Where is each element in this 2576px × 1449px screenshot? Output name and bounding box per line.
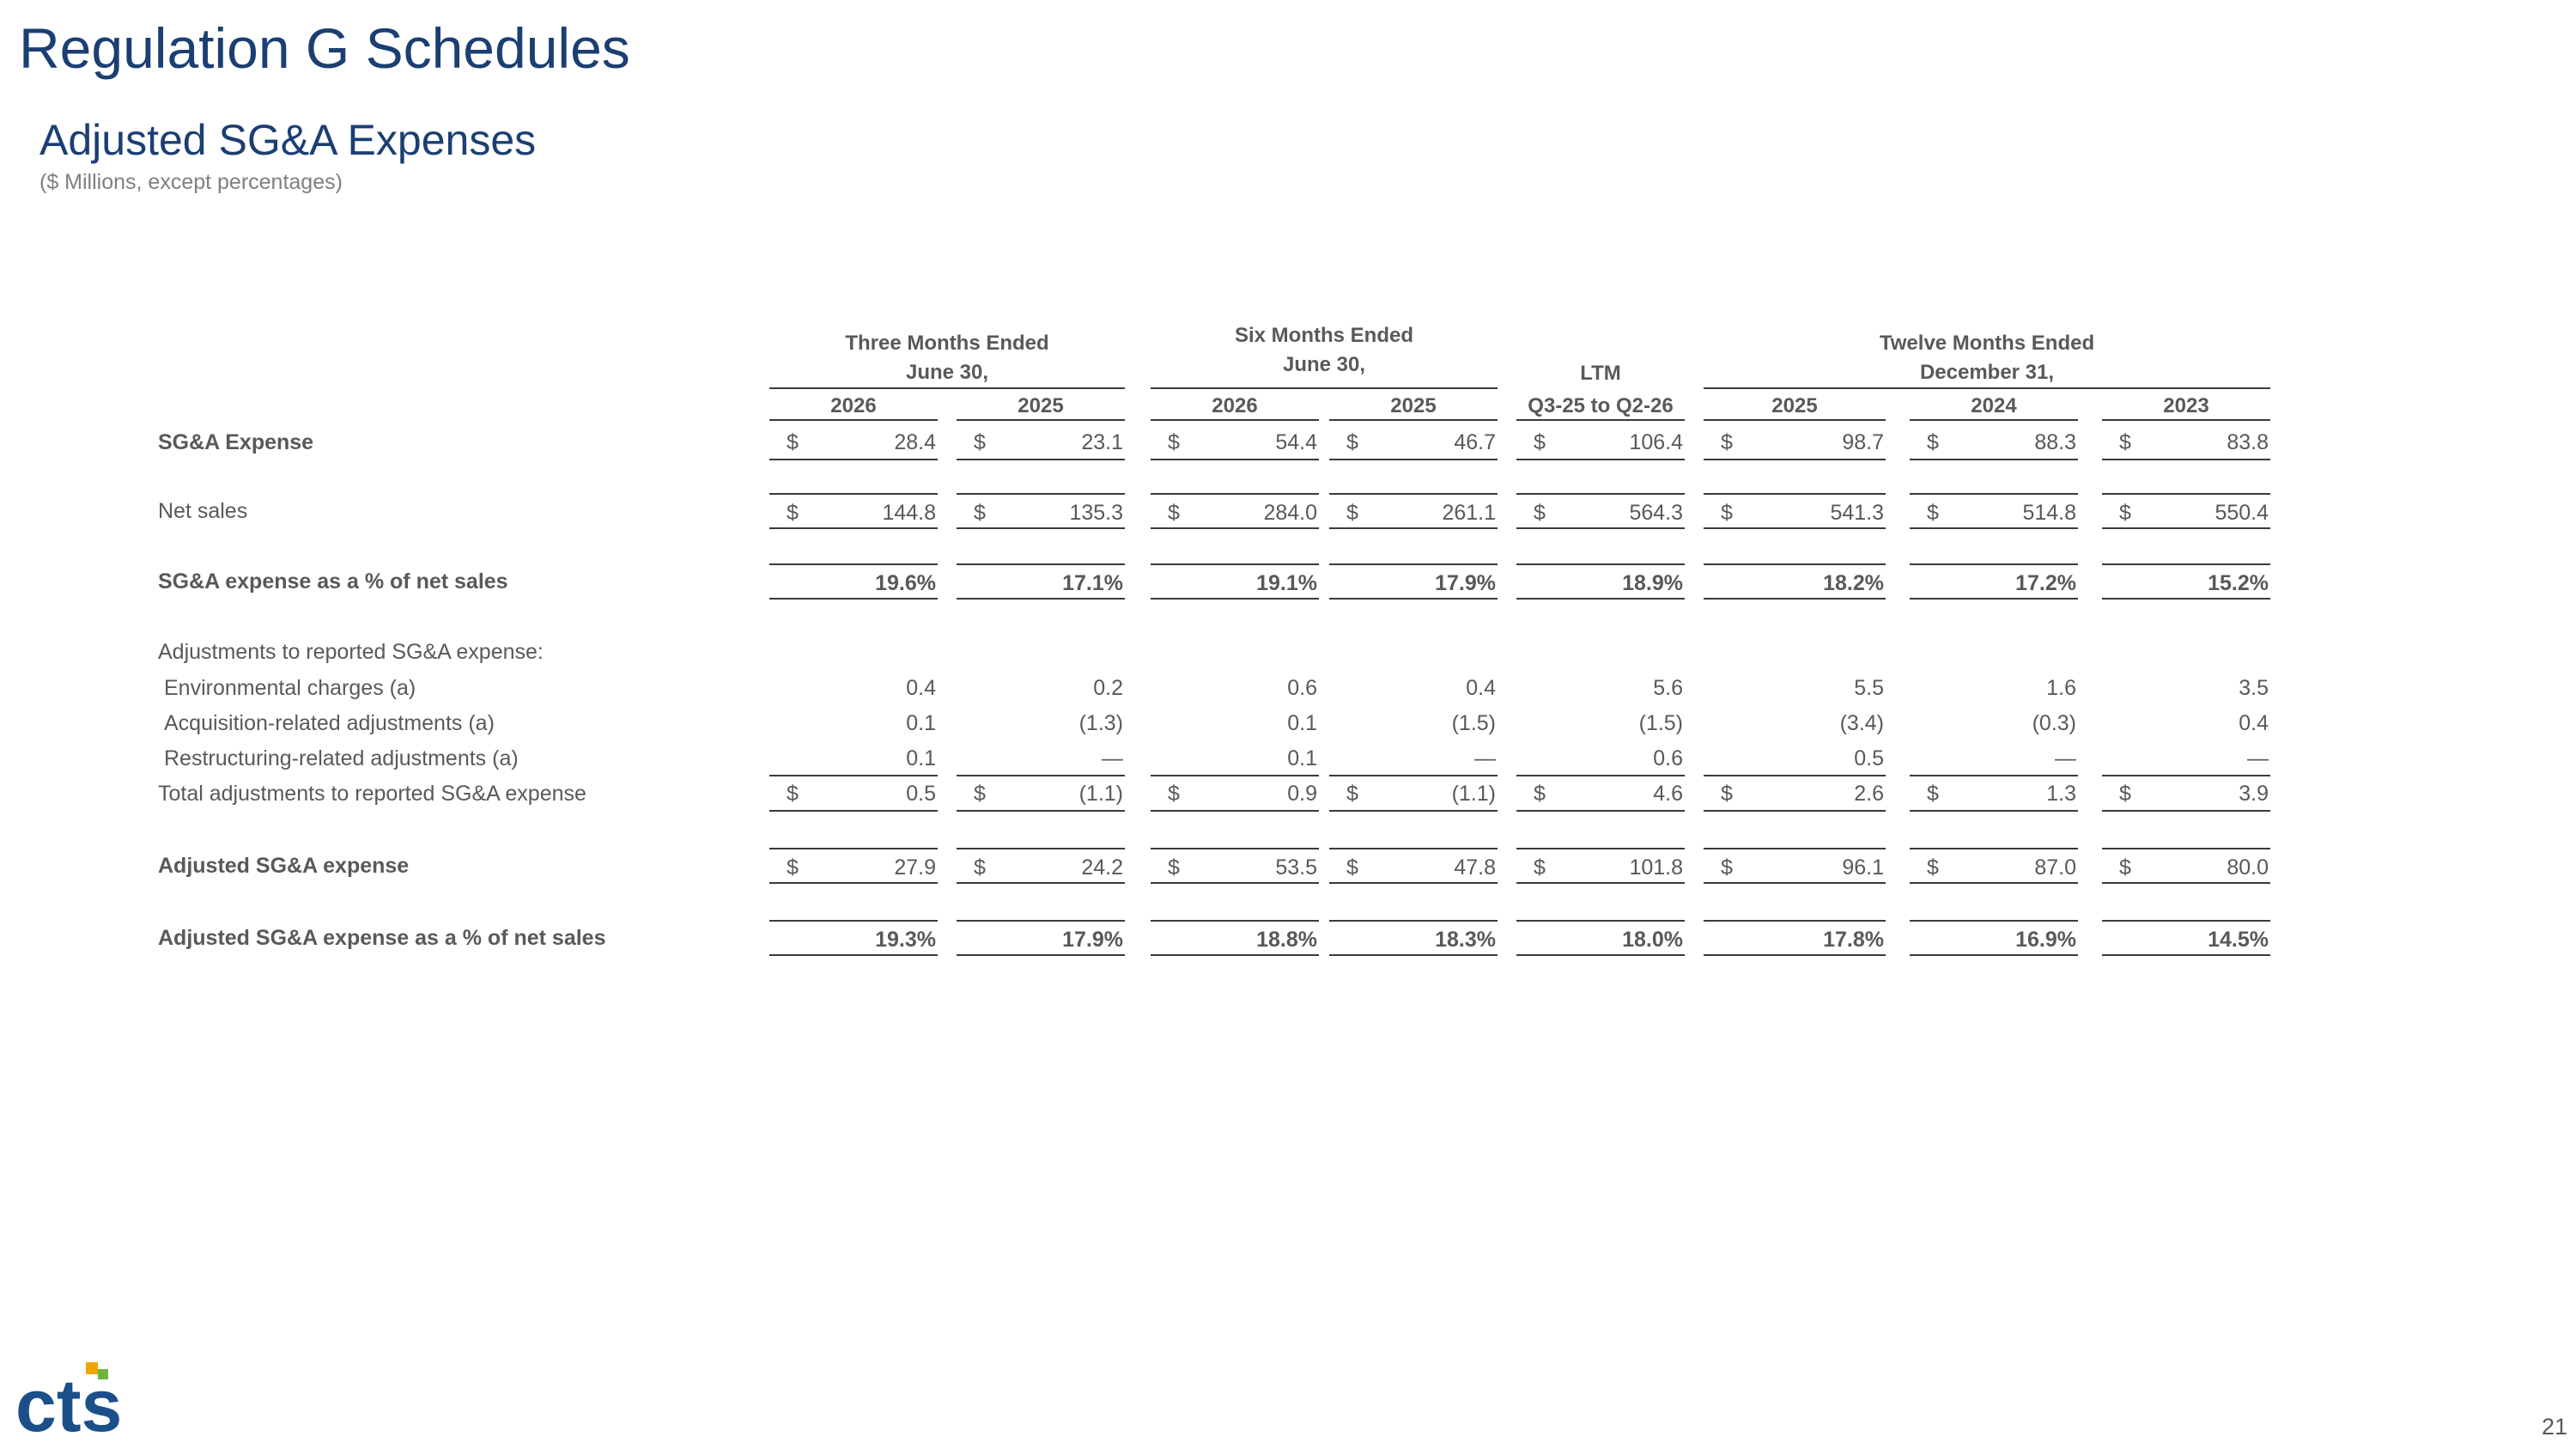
table-cell: [1704, 670, 1886, 706]
group-rule: [1151, 387, 1498, 389]
slide-title: Regulation G Schedules: [19, 16, 630, 80]
section-title: Adjusted SG&A Expenses: [39, 116, 537, 164]
cell-value: 54.4: [1275, 430, 1317, 454]
table-cell: [1151, 563, 1319, 600]
table-cell: [1516, 424, 1685, 460]
column-header: 2024: [1910, 392, 2078, 421]
row-label: Adjustments to reported SG&A expense:: [158, 640, 544, 664]
currency-symbol: $: [2119, 782, 2131, 806]
table-cell: [769, 424, 938, 460]
table-cell: [1704, 848, 1886, 884]
cell-value: 1.6: [2046, 676, 2076, 700]
table-cell: [769, 740, 938, 776]
currency-symbol: $: [2119, 855, 2131, 880]
table-cell: [1516, 670, 1685, 706]
currency-symbol: $: [974, 855, 986, 880]
table-row: [0, 634, 2576, 670]
cell-value: 564.3: [1629, 501, 1683, 525]
cell-value: 0.4: [2239, 711, 2269, 735]
table-row: [0, 670, 2576, 706]
cell-value: (1.1): [1078, 782, 1123, 806]
cts-logo: [15, 1362, 153, 1436]
cell-value: 0.5: [906, 782, 936, 806]
cell-value: 4.6: [1653, 782, 1683, 806]
table-cell: [1516, 740, 1685, 776]
table-cell: [1704, 424, 1886, 460]
cell-value: 24.2: [1081, 855, 1123, 880]
cell-value: 284.0: [1263, 501, 1317, 525]
currency-symbol: $: [1534, 855, 1546, 880]
table-cell: [2102, 424, 2270, 460]
logo-text: cts: [15, 1365, 123, 1436]
currency-symbol: $: [1927, 501, 1939, 525]
currency-symbol: $: [1346, 782, 1358, 806]
row-label: Total adjustments to reported SG&A expense: [158, 782, 586, 806]
cell-value: 18.0%: [1622, 928, 1683, 952]
table-cell: [1151, 920, 1319, 956]
table-cell: [1704, 563, 1886, 600]
cell-value: 106.4: [1629, 430, 1683, 454]
cell-value: 83.8: [2227, 430, 2269, 454]
table-cell: [1151, 424, 1319, 460]
cell-value: 19.3%: [875, 928, 936, 952]
cell-value: 18.9%: [1622, 571, 1683, 595]
currency-symbol: $: [1927, 782, 1939, 806]
cell-value: 27.9: [894, 855, 936, 880]
table-cell: [769, 848, 938, 884]
currency-symbol: $: [1168, 782, 1180, 806]
column-header: 2025: [1704, 392, 1886, 421]
row-label: SG&A expense as a % of net sales: [158, 569, 508, 594]
cell-value: 261.1: [1442, 501, 1496, 525]
column-header: 2026: [1151, 392, 1319, 421]
cell-value: 19.6%: [875, 571, 936, 595]
cell-value: 541.3: [1830, 501, 1884, 525]
table-cell: [1516, 493, 1685, 529]
cell-value: 14.5%: [2208, 928, 2269, 952]
cell-value: 17.9%: [1435, 571, 1496, 595]
cell-value: 18.8%: [1256, 928, 1317, 952]
currency-symbol: $: [1721, 501, 1733, 525]
cell-value: 0.6: [1653, 746, 1683, 770]
table-cell: [1151, 776, 1319, 812]
cell-value: 0.1: [906, 711, 936, 735]
table-cell: [769, 776, 938, 812]
table-cell: [1910, 705, 2078, 741]
cell-value: 1.3: [2046, 782, 2076, 806]
cell-value: —: [2055, 746, 2076, 770]
table-cell: [1329, 920, 1498, 956]
row-label: Adjusted SG&A expense as a % of net sales: [158, 926, 606, 950]
table-row: [0, 920, 2576, 956]
cell-value: 98.7: [1842, 430, 1884, 454]
table-cell: [1910, 740, 2078, 776]
cell-value: 0.1: [1287, 711, 1317, 735]
currency-symbol: $: [1346, 430, 1358, 454]
currency-symbol: $: [1927, 855, 1939, 880]
column-header: 2023: [2102, 392, 2270, 421]
cell-value: 17.1%: [1062, 571, 1123, 595]
row-label: Acquisition-related adjustments (a): [164, 711, 495, 735]
cell-value: 144.8: [882, 501, 936, 525]
cell-value: 5.6: [1653, 676, 1683, 700]
currency-symbol: $: [1168, 430, 1180, 454]
group-header-six-months: Six Months Ended June 30,: [1234, 324, 1413, 376]
group-rule: [769, 387, 1125, 389]
table-cell: [2102, 920, 2270, 956]
row-label: Adjusted SG&A expense: [158, 854, 410, 878]
table-cell: [1704, 705, 1886, 741]
row-label: Net sales: [158, 499, 248, 523]
column-header: 2025: [1329, 392, 1498, 421]
cell-value: (0.3): [2032, 711, 2076, 735]
table-cell: [1151, 670, 1319, 706]
table-cell: [1516, 776, 1685, 812]
table-cell: [1151, 740, 1319, 776]
table-cell: [1329, 424, 1498, 460]
cell-value: 0.4: [906, 676, 936, 700]
cell-value: —: [1102, 746, 1123, 770]
cell-value: 47.8: [1454, 855, 1496, 880]
table-cell: [2102, 563, 2270, 600]
cell-value: 80.0: [2227, 855, 2269, 880]
row-label: SG&A Expense: [158, 430, 314, 454]
cell-value: 5.5: [1854, 676, 1884, 700]
table-cell: [1910, 848, 2078, 884]
cell-value: 0.6: [1287, 676, 1317, 700]
table-cell: [1516, 705, 1685, 741]
cell-value: 16.9%: [2015, 928, 2076, 952]
table-cell: [1516, 563, 1685, 600]
currency-symbol: $: [787, 430, 799, 454]
page-number: 21: [2541, 1414, 2567, 1440]
cell-value: 96.1: [1842, 855, 1884, 880]
cell-value: 0.2: [1093, 676, 1123, 700]
table-cell: [2102, 740, 2270, 776]
group-rule: [1704, 387, 2270, 389]
currency-symbol: $: [1534, 430, 1546, 454]
table-row: [0, 424, 2576, 460]
table-cell: [2102, 848, 2270, 884]
table-row: [0, 493, 2576, 529]
table-cell: [1151, 493, 1319, 529]
currency-symbol: $: [974, 501, 986, 525]
cell-value: 135.3: [1069, 501, 1123, 525]
cell-value: 88.3: [2034, 430, 2076, 454]
table-row: [0, 776, 2576, 812]
cell-value: 23.1: [1081, 430, 1123, 454]
group-header-three-months: Three Months Ended June 30,: [845, 332, 1049, 384]
cell-value: 15.2%: [2208, 571, 2269, 595]
table-row: [0, 705, 2576, 741]
table-cell: [957, 563, 1125, 600]
table-cell: [769, 563, 938, 600]
currency-symbol: $: [2119, 430, 2131, 454]
section-subtitle: ($ Millions, except percentages): [39, 170, 343, 194]
currency-symbol: $: [974, 430, 986, 454]
table-cell: [1329, 493, 1498, 529]
cell-value: 2.6: [1854, 782, 1884, 806]
cell-value: 17.2%: [2015, 571, 2076, 595]
table-cell: [1704, 776, 1886, 812]
table-cell: [1329, 670, 1498, 706]
table-cell: [1910, 670, 2078, 706]
group-header-ltm: LTM: [1580, 362, 1621, 385]
table-cell: [1910, 776, 2078, 812]
currency-symbol: $: [1721, 855, 1733, 880]
currency-symbol: $: [1168, 501, 1180, 525]
cell-value: 550.4: [2215, 501, 2269, 525]
table-cell: [957, 493, 1125, 529]
currency-symbol: $: [2119, 501, 2131, 525]
cell-value: 46.7: [1454, 430, 1496, 454]
table-cell: [769, 705, 938, 741]
cell-value: 514.8: [2022, 501, 2076, 525]
column-header: 2026: [769, 392, 938, 421]
cell-value: 0.1: [906, 746, 936, 770]
cell-value: 3.5: [2239, 676, 2269, 700]
cell-value: 3.9: [2239, 782, 2269, 806]
table-cell: [957, 776, 1125, 812]
cell-value: —: [2247, 746, 2269, 770]
table-cell: [1704, 740, 1886, 776]
currency-symbol: $: [1534, 501, 1546, 525]
table-cell: [2102, 776, 2270, 812]
column-header: Q3-25 to Q2-26: [1516, 392, 1685, 421]
table-row: [0, 563, 2576, 600]
cell-value: 0.1: [1287, 746, 1317, 770]
cell-value: 17.9%: [1062, 928, 1123, 952]
cell-value: 101.8: [1629, 855, 1683, 880]
table-row: [0, 848, 2576, 884]
table-cell: [1329, 740, 1498, 776]
table-cell: [957, 848, 1125, 884]
row-label: Restructuring-related adjustments (a): [164, 746, 519, 770]
cell-value: (1.3): [1078, 711, 1123, 735]
column-header: 2025: [957, 392, 1125, 421]
currency-symbol: $: [787, 782, 799, 806]
table-cell: [1910, 493, 2078, 529]
cell-value: 87.0: [2034, 855, 2076, 880]
table-cell: [1516, 920, 1685, 956]
table-row: [0, 740, 2576, 776]
table-cell: [957, 705, 1125, 741]
table-cell: [1910, 920, 2078, 956]
table-cell: [1151, 705, 1319, 741]
table-cell: [957, 424, 1125, 460]
cell-value: (1.5): [1451, 711, 1496, 735]
table-cell: [1151, 848, 1319, 884]
table-cell: [1329, 776, 1498, 812]
currency-symbol: $: [1721, 430, 1733, 454]
cell-value: —: [1474, 746, 1496, 770]
cell-value: 18.2%: [1823, 571, 1884, 595]
cell-value: 19.1%: [1256, 571, 1317, 595]
table-cell: [1704, 920, 1886, 956]
cell-value: 0.4: [1466, 676, 1496, 700]
table-cell: [2102, 670, 2270, 706]
table-cell: [1704, 493, 1886, 529]
table-cell: [1329, 563, 1498, 600]
table-cell: [2102, 493, 2270, 529]
cell-value: 0.5: [1854, 746, 1884, 770]
table-cell: [1910, 424, 2078, 460]
cell-value: 28.4: [894, 430, 936, 454]
cell-value: (1.1): [1451, 782, 1496, 806]
currency-symbol: $: [787, 855, 799, 880]
currency-symbol: $: [1927, 430, 1939, 454]
currency-symbol: $: [1168, 855, 1180, 880]
cell-value: 0.9: [1287, 782, 1317, 806]
currency-symbol: $: [974, 782, 986, 806]
currency-symbol: $: [1346, 501, 1358, 525]
table-cell: [1329, 848, 1498, 884]
cell-value: 18.3%: [1435, 928, 1496, 952]
cell-value: 53.5: [1275, 855, 1317, 880]
table-cell: [1329, 705, 1498, 741]
table-cell: [957, 920, 1125, 956]
row-label: Environmental charges (a): [164, 676, 416, 700]
table-cell: [957, 740, 1125, 776]
table-cell: [769, 493, 938, 529]
group-header-twelve-months: Twelve Months Ended December 31,: [1879, 332, 2095, 384]
table-cell: [2102, 705, 2270, 741]
cell-value: 17.8%: [1823, 928, 1884, 952]
table-cell: [769, 670, 938, 706]
cell-value: (1.5): [1638, 711, 1683, 735]
currency-symbol: $: [1534, 782, 1546, 806]
table-cell: [1910, 563, 2078, 600]
currency-symbol: $: [1721, 782, 1733, 806]
currency-symbol: $: [1346, 855, 1358, 880]
table-cell: [957, 670, 1125, 706]
currency-symbol: $: [787, 501, 799, 525]
table-cell: [769, 920, 938, 956]
table-cell: [1516, 848, 1685, 884]
cell-value: (3.4): [1839, 711, 1884, 735]
